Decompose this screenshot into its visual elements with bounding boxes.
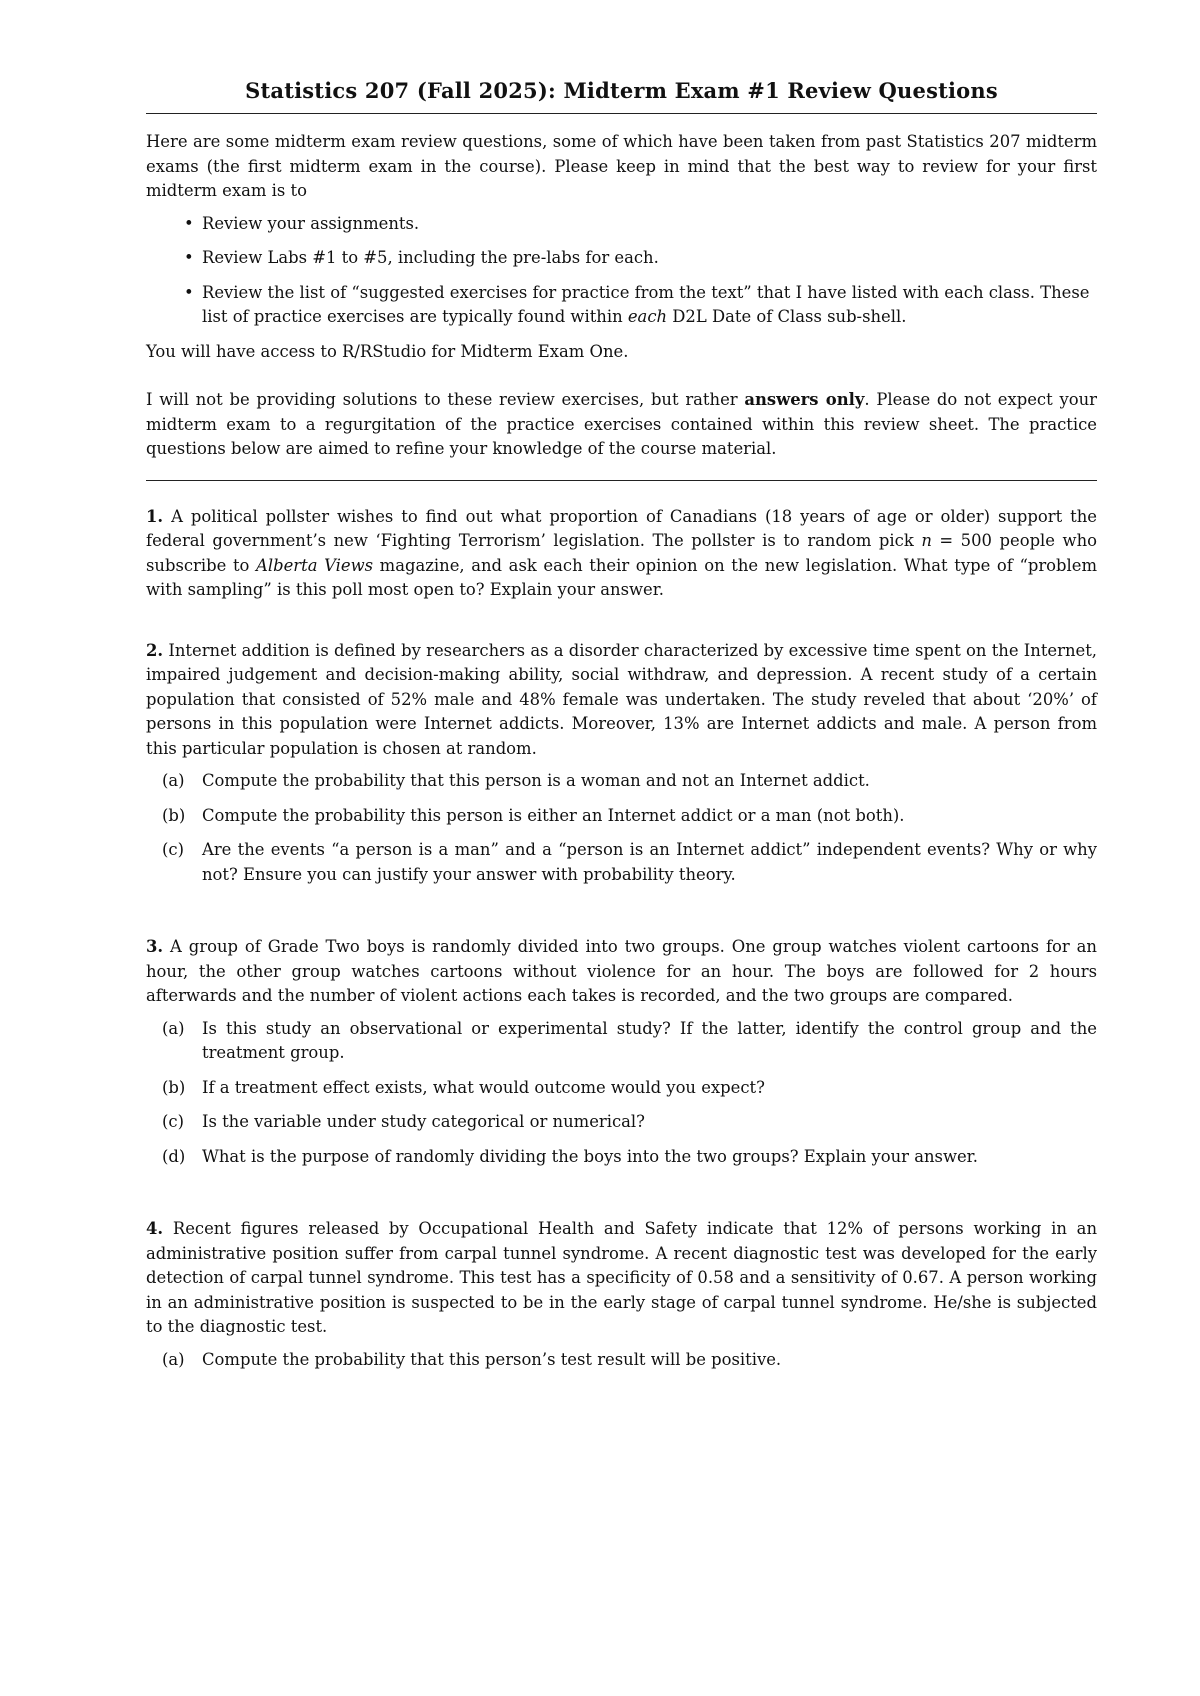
part-text: If a treatment effect exists, what would outcome would you expect?	[202, 1077, 765, 1097]
question-text: Internet addition is defined by researchers as a disorder characterized by excessive time spent on the Internet, impaired judgement and decision-making ability, social withdraw, and depression. A recent study of a certain population that consisted of 52% male and 48% female was undertaken. The study reveled that about ‘20%’ of persons in this population were Internet addicts. Moreover, 13% are Internet addicts and male. A person from this particular population is chosen at random.	[146, 640, 1097, 758]
question-text: = 500 people who subscribe to	[146, 531, 1097, 575]
bullet-icon: •	[184, 248, 194, 267]
question-part	[146, 1076, 1097, 1101]
question-3	[146, 935, 1097, 1009]
question-4-parts	[146, 1348, 1097, 1373]
question-text: Recent figures released by Occupational Health and Safety indicate that 12% of persons working in an administrative position suffer from carpal tunnel syndrome. A recent diagnostic test was developed for the early detection of carpal tunnel syndrome. This test has a specificity of 0.58 and a sensitivity of 0.67. A person working in an administrative position is suspected to be in the early stage of carpal tunnel syndrome. He/she is subjected to the diagnostic test.	[146, 1219, 1097, 1336]
part-text: Is this study an observational or experimental study? If the latter, identify the control group and the treatment group.	[202, 1018, 1097, 1062]
part-label: (b)	[162, 1077, 186, 1097]
part-text: Compute the probability this person is either an Internet addict or a man (not both).	[202, 805, 905, 825]
part-text: Compute the probability that this person’s test result will be positive.	[202, 1349, 782, 1369]
question-part	[146, 769, 1097, 794]
document-page	[146, 78, 1097, 1382]
review-list	[146, 212, 1097, 330]
question-2-parts	[146, 769, 1097, 887]
question-1	[146, 505, 1097, 603]
list-item-text: Review your assignments.	[202, 213, 420, 233]
question-part	[146, 1110, 1097, 1135]
list-item-text: Review the list of “suggested exercises for practice from the text” that I have listed with each class. These list of practice exercises are typically found within	[202, 282, 1090, 326]
part-label: (b)	[162, 805, 186, 825]
list-item	[146, 246, 1097, 271]
bullet-icon: •	[184, 213, 194, 233]
part-text: Is the variable under study categorical or numerical?	[202, 1112, 645, 1131]
list-item-text-tail: D2L Date of Class sub-shell.	[667, 307, 907, 326]
solutions-note-text: I will not be providing solutions to these review exercises, but rather	[146, 390, 745, 409]
part-text: Are the events “a person is a man” and a “person is an Internet addict” independent events? Why or why not? Ensure you can justify your answer with probability theory.	[202, 840, 1097, 884]
question-2	[146, 639, 1097, 762]
part-text: What is the purpose of randomly dividing the boys into the two groups? Explain your answer.	[202, 1146, 978, 1166]
question-number: 4.	[146, 1219, 164, 1238]
question-4	[146, 1217, 1097, 1340]
solutions-note	[146, 388, 1097, 462]
solutions-note-text-tail: . Please do not expect your midterm exam to a regurgitation of the practice exercises contained within this review sheet. The practice questions below are aimed to refine your knowledge of the course material.	[146, 390, 1097, 458]
part-text: Compute the probability that this person is a woman and not an Internet addict.	[202, 771, 870, 790]
intro-paragraph: Here are some midterm exam review questions, some of which have been taken from past Statistics 207 midterm exams (the first midterm exam in the course). Please keep in mind that the best way to review for your first midterm exam is to	[146, 132, 1097, 200]
access-note: You will have access to R/RStudio for Midterm Exam One.	[146, 341, 629, 361]
question-part	[146, 838, 1097, 887]
question-part	[146, 1348, 1097, 1373]
list-item-text: Review Labs #1 to #5, including the pre-labs for each.	[202, 248, 659, 267]
magazine-title: Alberta Views	[256, 555, 374, 575]
list-item-emphasis: each	[627, 307, 668, 326]
question-text: magazine, and ask each their opinion on the new legislation. What type of “problem with sampling” is this poll most open to? Explain your answer.	[146, 555, 1097, 599]
list-item	[146, 281, 1097, 330]
part-label: (c)	[162, 1112, 184, 1131]
list-item	[146, 212, 1097, 237]
question-number: 2.	[146, 640, 164, 660]
page-title: Statistics 207 (Fall 2025): Midterm Exam #1 Review Questions	[245, 78, 998, 103]
part-label: (a)	[162, 771, 185, 790]
part-label: (d)	[162, 1146, 186, 1166]
question-part	[146, 1017, 1097, 1066]
solutions-note-bold: answers only	[744, 390, 865, 409]
question-3-parts	[146, 1017, 1097, 1170]
question-text: A political pollster wishes to find out what proportion of Canadians (18 years of age or older) support the federal government’s new ‘Fighting Terrorism’ legislation. The pollster is to random pick	[146, 506, 1097, 550]
part-label: (c)	[162, 840, 184, 859]
part-label: (a)	[162, 1018, 185, 1038]
question-part	[146, 804, 1097, 829]
part-label: (a)	[162, 1349, 185, 1369]
math-variable: n	[921, 531, 932, 550]
section-rule	[146, 480, 1097, 481]
question-text: A group of Grade Two boys is randomly divided into two groups. One group watches violent cartoons for an hour, the other group watches cartoons without violence for an hour. The boys are followed for 2 hours afterwards and the number of violent actions each takes is recorded, and the two groups are compared.	[146, 937, 1097, 1005]
question-part	[146, 1145, 1097, 1170]
title-rule	[146, 113, 1097, 114]
question-number: 3.	[146, 937, 164, 956]
bullet-icon: •	[184, 282, 194, 302]
question-number: 1.	[146, 506, 164, 526]
